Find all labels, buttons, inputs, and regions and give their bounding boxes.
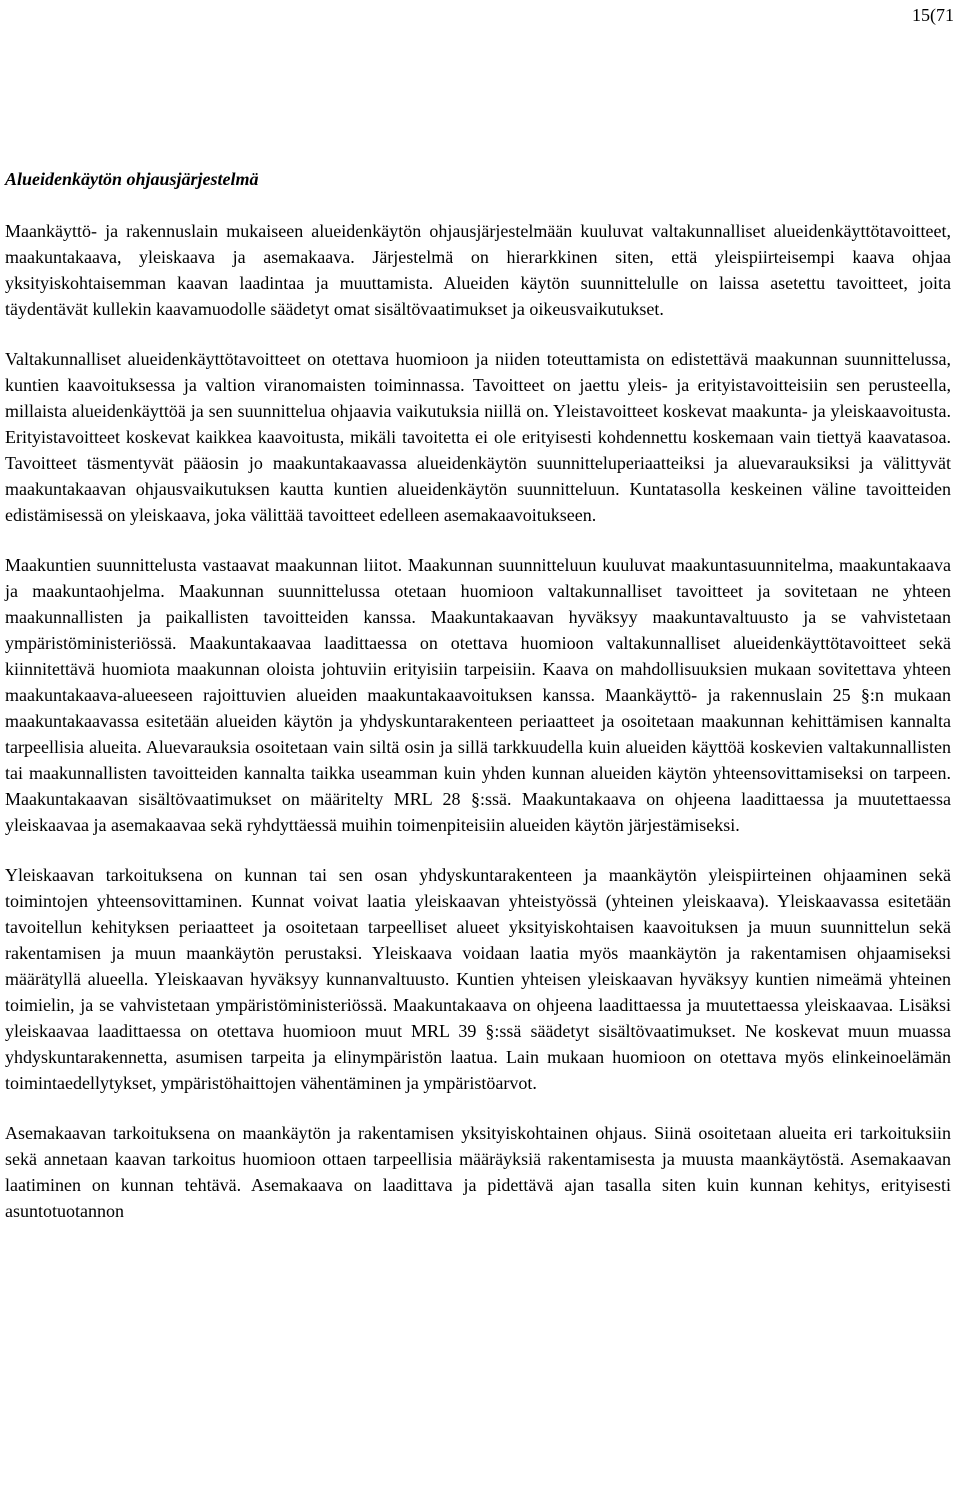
page-number: 15(71 <box>912 5 954 25</box>
document-body <box>5 218 951 1248</box>
paragraph-valtakunnalliset-tavoitteet: Valtakunnalliset alueidenkäyttötavoitteet on otettava huomioon ja niiden toteuttamista on edistettävä maakunnan suunnittelussa, kuntien kaavoituksessa ja valtion viranomaisten toiminnassa. Tavoitteet on jaettu yleis- ja erityistavoitteisiin sen perusteella, millaista alueidenkäyttöä ja sen suunnittelua ohjaavia vaikutuksia niillä on. Yleistavoitteet koskevat maakunta- ja yleiskaavoitusta. Erityistavoitteet koskevat kaikkea kaavoitusta, mikäli tavoitetta ei ole erityisesti kohdennettu koskemaan vain tiettyä kaavatasoa. Tavoitteet täsmentyvät pääosin jo maakuntakaavassa alueidenkäytön suunnitteluperiaatteiksi ja aluevarauksiksi ja välittyvät maakuntakaavan ohjausvaikutuksen kautta kuntien alueidenkäytön suunnitteluun. Kuntatasolla keskeinen väline tavoitteiden edistämisessä on yleiskaava, joka välittää tavoitteet edelleen asemakaavoitukseen. <box>5 349 951 525</box>
section-heading: Alueidenkäytön ohjausjärjestelmä <box>5 169 259 189</box>
paragraph-maakuntakaava: Maakuntien suunnittelusta vastaavat maakunnan liitot. Maakunnan suunnitteluun kuuluvat maakuntasuunnitelma, maakuntakaava ja maakuntaohjelma. Maakunnan suunnittelussa otetaan huomioon valtakunnalliset tavoitteet ja sovitetaan ne yhteen maakunnallisten ja paikallisten tavoitteiden kanssa. Maakuntakaavan hyväksyy maakuntavaltuusto ja se vahvistetaan ympäristöministeriössä. Maakuntakaavaa laadittaessa on otettava huomioon valtakunnalliset alueidenkäyttötavoitteet sekä kiinnitettävä huomiota maakunnan oloista johtuviin erityisiin tarpeisiin. Kaava on mahdollisuuksien mukaan sovitettava yhteen maakuntakaava-alueeseen rajoittuvien alueiden maakuntakaavoituksen kanssa. Maankäyttö- ja rakennuslain 25 §:n mukaan maakuntakaavassa esitetään alueiden käytön ja yhdyskuntarakenteen periaatteet ja osoitetaan maakunnan kehittämisen kannalta tarpeellisia alueita. Aluevarauksia osoitetaan vain siltä osin ja sillä tarkkuudella kuin alueiden käyttöä koskevien valtakunnallisten tai maakunnallisten tavoitteiden kannalta taikka useamman kuin yhden kunnan alueiden käytön yhteensovittamiseksi on tarpeen. Maakuntakaavan sisältövaatimukset on määritelty MRL 28 §:ssä. Maakuntakaava on ohjeena laadittaessa ja muutettaessa yleiskaavaa ja asemakaavaa sekä ryhdyttäessä muihin toimenpiteisiin alueiden käytön järjestämiseksi. <box>5 555 951 835</box>
paragraph-ohjausjarjestelma: Maankäyttö- ja rakennuslain mukaiseen alueidenkäytön ohjausjärjestelmään kuuluvat valtakunnalliset alueidenkäyttötavoitteet, maakuntakaava, yleiskaava ja asemakaava. Järjestelmä on hierarkkinen siten, että yleispiirteisempi kaava ohjaa yksityiskohtaisemman kaavan laadintaa ja muuttamista. Alueiden käytön suunnittelulle on laissa asetettu tavoitteet, joita täydentävät kullekin kaavamuodolle säädetyt omat sisältövaatimukset ja oikeusvaikutukset. <box>5 221 951 319</box>
paragraph-asemakaava: Asemakaavan tarkoituksena on maankäytön ja rakentamisen yksityiskohtainen ohjaus. Siinä osoitetaan alueita eri tarkoituksiin sekä annetaan kaavan tarkoitus huomioon ottaen tarpeellisia määräyksiä rakentamisesta ja muusta maankäytöstä. Asemakaavan laatiminen on kunnan tehtävä. Asemakaava on laadittava ja pidettävä ajan tasalla siten kuin kunnan kehitys, erityisesti asuntotuotannon <box>5 1123 951 1221</box>
paragraph-yleiskaava: Yleiskaavan tarkoituksena on kunnan tai sen osan yhdyskuntarakenteen ja maankäytön yleispiirteinen ohjaaminen sekä toimintojen yhteensovittaminen. Kunnat voivat laatia yleiskaavan yhteistyössä (yhteinen yleiskaava). Yleiskaavassa esitetään tavoitellun kehityksen periaatteet ja osoitetaan tarpeelliset alueet yksityiskohtaisen kaavoituksen ja muun suunnittelun sekä rakentamisen ja muun maankäytön perustaksi. Yleiskaava voidaan laatia myös maankäytön ja rakentamisen ohjaamiseksi määrätyllä alueella. Yleiskaavan hyväksyy kunnanvaltuusto. Kuntien yhteisen yleiskaavan hyväksyy kuntien nimeämä yhteinen toimielin, ja se vahvistetaan ympäristöministeriössä. Maakuntakaava on ohjeena laadittaessa ja muutettaessa yleiskaavaa. Lisäksi yleiskaavaa laadittaessa on otettava huomioon muut MRL 39 §:ssä säädetyt sisältövaatimukset. Ne koskevat muun muassa yhdyskuntarakennetta, asumisen tarpeita ja elinympäristön laatua. Lain mukaan huomioon on otettava myös elinkeinoelämän toimintaedellytykset, ympäristöhaittojen vähentäminen ja ympäristöarvot. <box>5 865 951 1093</box>
